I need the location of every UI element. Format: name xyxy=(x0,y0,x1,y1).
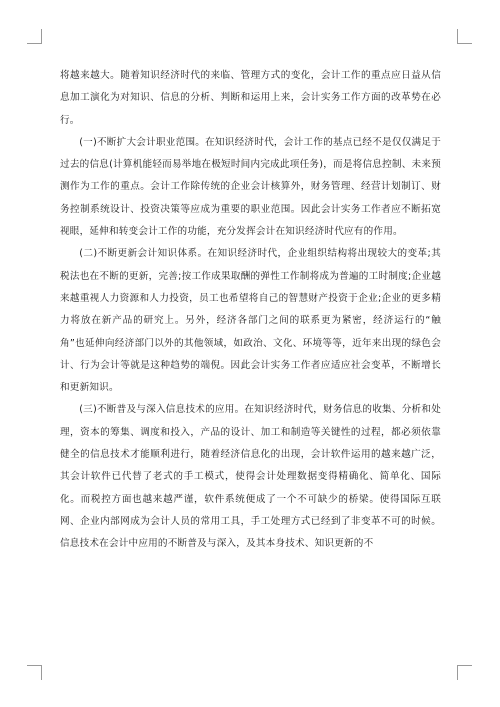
paragraph-continuation: 将越来越大。随着知识经济时代的来临、管理方式的变化，会计工作的重点应日益从信息加工演化为对知识、信息的分析、判断和运用上来，会计实务工作方面的改革势在必行。 xyxy=(60,70,441,126)
paragraph-update-knowledge: (二)不断更新会计知识体系。在知识经济时代，企业组织结构将出现较大的变革;其税法也在不断的更新，完善;按工作成果取酬的弹性工作制将成为普遍的工时制度;企业越来越重视人力资源和人力投资，员工也希望将自己的智慧财产投资于企业;企业的更多精力将放在新产品的研究上。另外，经济各部门之间的联系更为紧密，经济运行的“触角”也延伸向经济部门以外的其他领域，如政治、文化、环境等等，近年来出现的绿色会计、行为会计等就是这种趋势的端倪。因此会计实务工作者应适应社会变革，不断增长和更新知识。 xyxy=(60,248,441,394)
crop-mark-top-left xyxy=(27,29,42,44)
document-body xyxy=(60,65,441,556)
crop-mark-bottom-left xyxy=(27,665,42,680)
crop-mark-top-right xyxy=(457,29,472,44)
crop-mark-bottom-right xyxy=(457,665,472,680)
paragraph-expand-scope: (一)不断扩大会计职业范围。在知识经济时代，会计工作的基点已经不是仅仅满足于过去的信息(计算机能轻而易举地在极短时间内完成此项任务)，而是将信息控制、未来预测作为工作的重点。会计工作除传统的企业会计核算外，财务管理、经营计划制订、财务控制系统设计、投资决策等应成为重要的职业范围。因此会计实务工作者应不断拓宽视眼，延伸和转变会计工作的功能，充分发挥会计在知识经济时代应有的作用。 xyxy=(60,136,441,238)
paragraph-information-technology: (三)不断普及与深入信息技术的应用。在知识经济时代，财务信息的收集、分析和处理，资本的筹集、调度和投入，产品的设计、加工和制造等关键性的过程，都必须依靠健全的信息技术才能顺利进行，随着经济信息化的出现，会计软件运用的越来越广泛，其会计软件已代替了老式的手工模式，使得会计处理数据变得精确化、简单化、国际化。而税控方面也越来越严谨，软件系统便成了一个不可缺少的桥梁。使得国际互联网、企业内部网成为会计人员的常用工具，手工处理方式已经到了非变革不可的时候。信息技术在会计中应用的不断普及与深入，及其本身技术、知识更新的不 xyxy=(60,404,441,550)
